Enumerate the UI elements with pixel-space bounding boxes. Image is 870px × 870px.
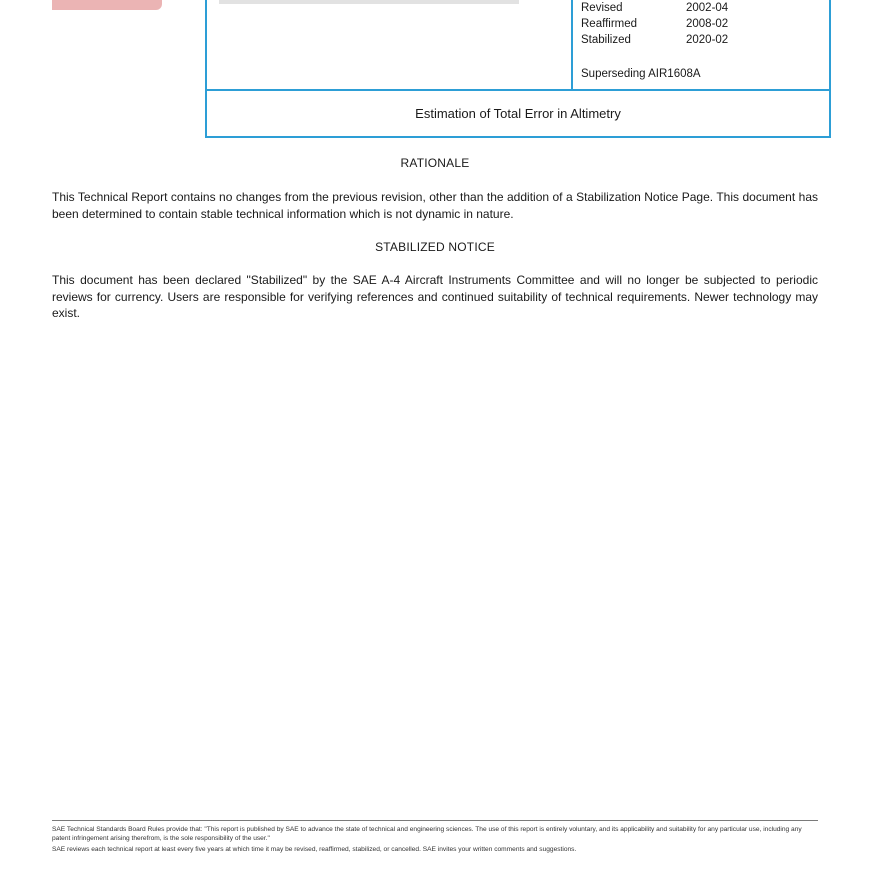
date-label: Stabilized [581, 34, 631, 46]
header-top-row [207, 0, 829, 91]
rationale-paragraph: This Technical Report contains no changes from the previous revision, other than the addition of a Stabilization Notice Page. This document has been determined to contain stable technical information which is not dynamic in nature. [52, 190, 818, 221]
date-value: 2020-02 [686, 34, 729, 46]
header-dates-cell [581, 0, 821, 89]
stabilized-notice-heading: STABILIZED NOTICE [375, 240, 495, 254]
date-label: Revised [581, 2, 623, 14]
date-row-revised [581, 2, 821, 18]
date-label: Reaffirmed [581, 18, 638, 30]
document-title: Estimation of Total Error in Altimetry [415, 106, 621, 121]
date-value: 2008-02 [686, 18, 729, 30]
footer-line: SAE Technical Standards Board Rules provide that: "This report is published by SAE to advance the state of technical and engineering sciences. The use of this report is entirely voluntary, and its applicability and suitability for any particular use, including any patent infringement arising therefrom, is the sole responsibility of the user." [52, 826, 802, 842]
superseding-note: Superseding AIR1608A [581, 68, 701, 80]
header-left-cell [207, 0, 573, 89]
stabilized-notice-paragraph: This document has been declared "Stabilized" by the SAE A-4 Aircraft Instruments Committee and will no longer be subjected to periodic reviews for currency. Users are responsible for verifying references and continued suitability of technical requirements. Newer technology may exist. [52, 273, 818, 320]
cropped-header-text [219, 0, 519, 4]
date-value: 2002-04 [686, 2, 729, 14]
sae-logo-fragment [52, 0, 162, 10]
date-row-reaffirmed [581, 18, 821, 34]
footer-notice [52, 820, 818, 858]
date-row-stabilized [581, 34, 821, 50]
rationale-heading: RATIONALE [400, 156, 470, 170]
document-header-box [205, 0, 831, 138]
footer-line: SAE reviews each technical report at least every five years at which time it may be revised, reaffirmed, stabilized, or cancelled. SAE invites your written comments and suggestions. [52, 846, 577, 853]
